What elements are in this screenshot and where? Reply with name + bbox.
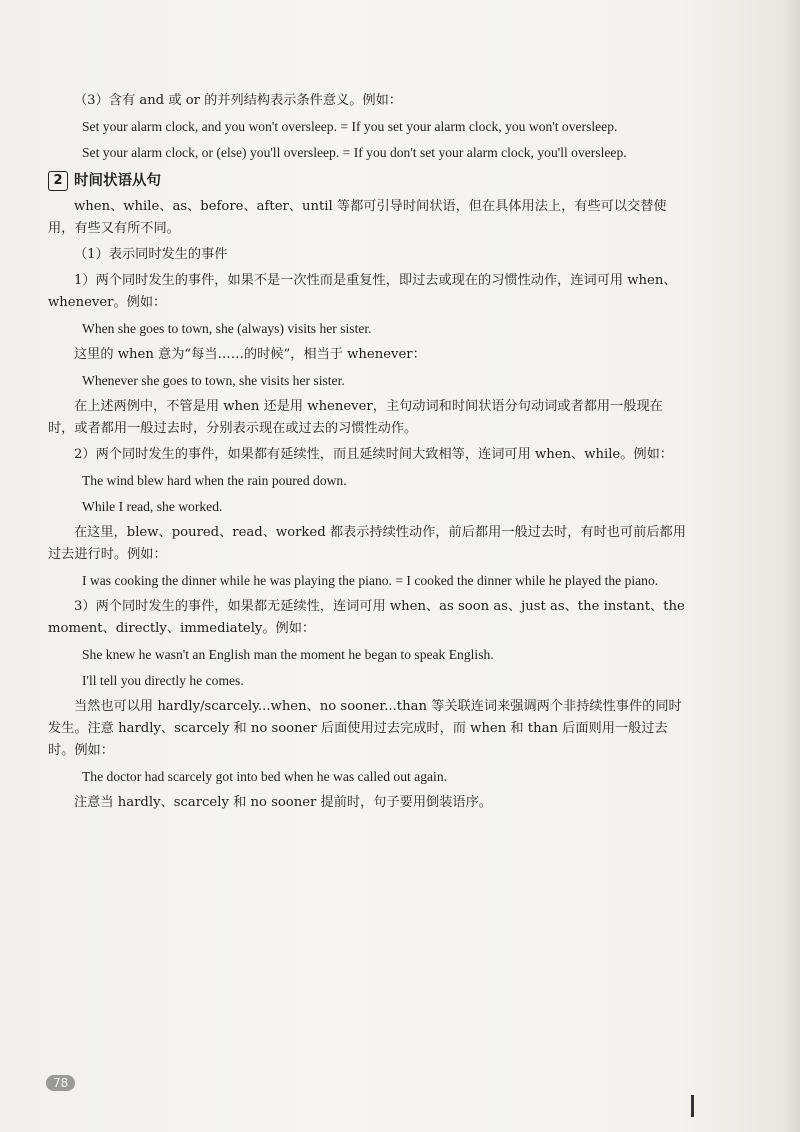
explanation-paragraph: 在这里，blew、poured、read、worked 都表示持续性动作，前后都用一般过去时，有时也可前后都用过去进行时。例如： bbox=[48, 525, 686, 562]
page-number: 78 bbox=[46, 1075, 75, 1091]
example-sentence: I'll tell you directly he comes. bbox=[82, 673, 244, 688]
edge-mark bbox=[691, 1095, 694, 1117]
section-number: 2 bbox=[48, 171, 68, 191]
example-sentence: While I read, she worked. bbox=[82, 499, 223, 514]
section-heading bbox=[48, 170, 688, 192]
example-sentence: The wind blew hard when the rain poured down. bbox=[82, 473, 347, 488]
example-sentence: Set your alarm clock, and you won't oversleep. = If you set your alarm clock, you won't oversleep. bbox=[82, 119, 618, 134]
explanation-paragraph: 3）两个同时发生的事件，如果都无延续性，连词可用 when、as soon as、just as、the instant、the moment、directly、immediately。例如： bbox=[48, 599, 685, 636]
explanation-paragraph: when、while、as、before、after、until 等都可引导时间状语，但在具体用法上，有些可以交替使用，有些又有所不同。 bbox=[48, 199, 667, 236]
explanation-paragraph: 1）两个同时发生的事件，如果不是一次性而是重复性，即过去或现在的习惯性动作，连词可用 when、whenever。例如： bbox=[48, 273, 677, 310]
example-sentence: Set your alarm clock, or (else) you'll oversleep. = If you don't set your alarm clock, you'll oversleep. bbox=[82, 145, 627, 160]
example-sentence: She knew he wasn't an English man the moment he began to speak English. bbox=[82, 647, 494, 662]
example-sentence: The doctor had scarcely got into bed when he was called out again. bbox=[82, 769, 448, 784]
page-edge-shadow bbox=[782, 0, 800, 1132]
example-sentence: Whenever she goes to town, she visits her sister. bbox=[82, 373, 345, 388]
explanation-paragraph: （1）表示同时发生的事件 bbox=[74, 247, 228, 262]
example-sentence: I was cooking the dinner while he was playing the piano. = I cooked the dinner while he played the piano. bbox=[82, 573, 659, 588]
explanation-paragraph: 在上述两例中，不管是用 when 还是用 whenever，主句动词和时间状语分句动词或者都用一般现在时，或者都用一般过去时，分别表示现在或过去的习惯性动作。 bbox=[48, 399, 663, 436]
explanation-paragraph: 这里的 when 意为“每当……的时候”，相当于 whenever： bbox=[74, 347, 426, 362]
explanation-paragraph: 注意当 hardly、scarcely 和 no sooner 提前时，句子要用倒装语序。 bbox=[74, 795, 492, 810]
example-sentence: When she goes to town, she (always) visits her sister. bbox=[82, 321, 372, 336]
explanation-paragraph: 2）两个同时发生的事件，如果都有延续性，而且延续时间大致相等，连词可用 when、while。例如： bbox=[74, 447, 673, 462]
explanation-paragraph: （3）含有 and 或 or 的并列结构表示条件意义。例如： bbox=[74, 93, 402, 108]
explanation-paragraph: 当然也可以用 hardly/scarcely...when、no sooner...than 等关联连词来强调两个非持续性事件的同时发生。注意 hardly、scarcely 和 no sooner 后面使用过去完成时，而 when 和 than 后面则用一般过去时。例如： bbox=[48, 699, 682, 758]
section-title: 时间状语从句 bbox=[74, 173, 161, 189]
page-content bbox=[48, 90, 688, 818]
